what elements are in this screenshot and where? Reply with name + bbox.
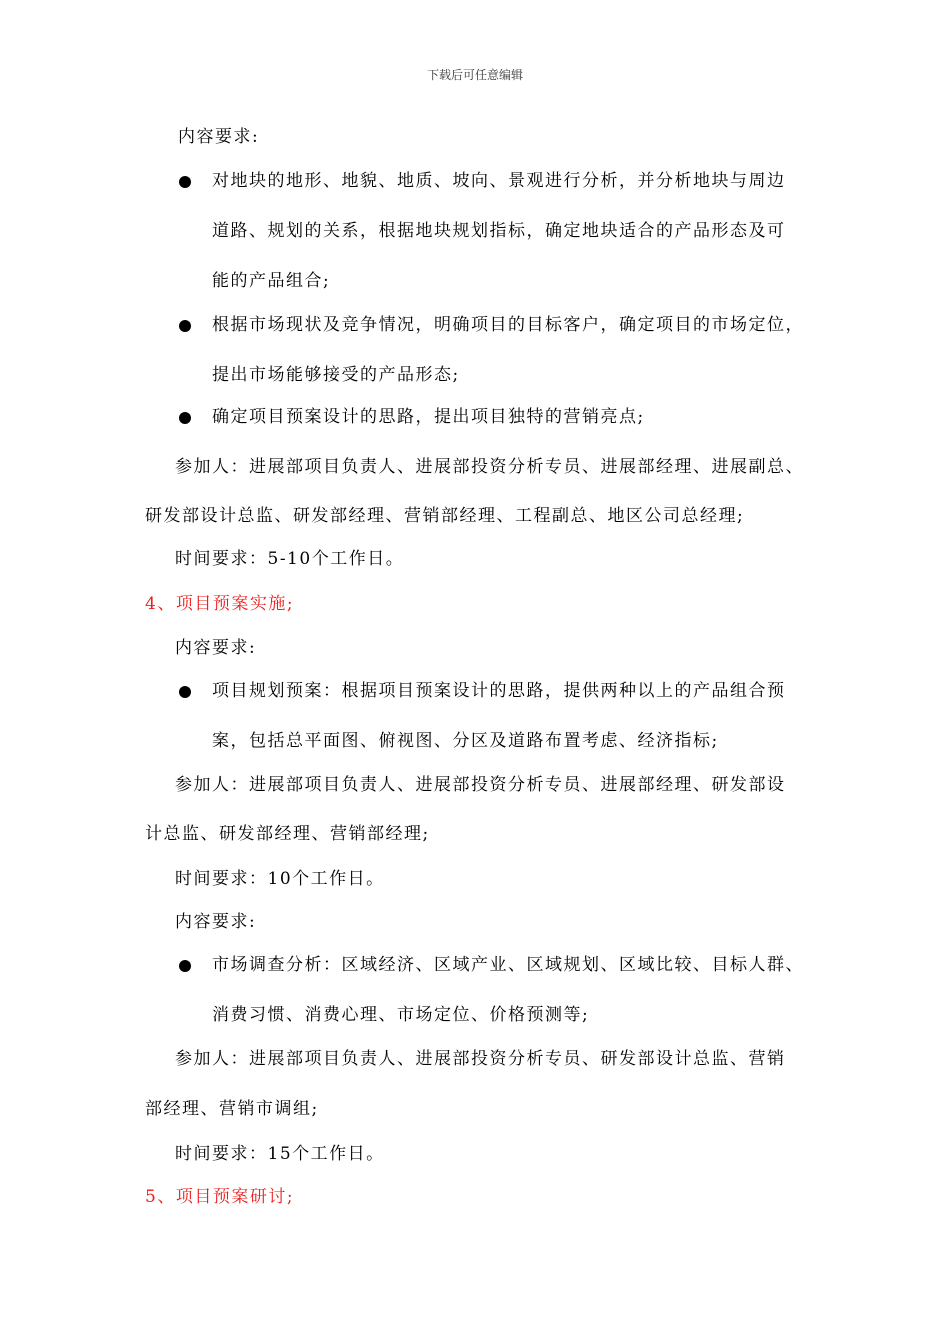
bullet-text: 项目规划预案：根据项目预案设计的思路，提供两种以上的产品组合预: [212, 681, 786, 701]
content-requirements-label: 内容要求:: [175, 912, 257, 932]
participants-text: 参加人：进展部项目负责人、进展部投资分析专员、研发部设计总监、营销: [175, 1049, 786, 1069]
bullet-text: 根据市场现状及竞争情况，明确项目的目标客户，确定项目的市场定位，: [212, 315, 804, 335]
bullet-text-cont: 提出市场能够接受的产品形态;: [212, 365, 460, 385]
content-requirements-label: 内容要求:: [178, 127, 260, 147]
section-heading: 4、项目预案实施;: [145, 594, 295, 614]
page-header: 下载后可任意编辑: [426, 68, 523, 82]
bullet-icon: [179, 686, 191, 698]
bullet-icon: [179, 412, 191, 424]
participants-text-cont: 研发部设计总监、研发部经理、营销部经理、工程副总、地区公司总经理;: [145, 506, 745, 526]
bullet-icon: [179, 176, 191, 188]
bullet-text: 市场调查分析：区域经济、区域产业、区域规划、区域比较、目标人群、: [212, 955, 804, 975]
time-requirement: 时间要求：10个工作日。: [175, 869, 385, 889]
participants-text-cont: 计总监、研发部经理、营销部经理;: [145, 824, 430, 844]
bullet-text: 对地块的地形、地貌、地质、坡向、景观进行分析，并分析地块与周边: [212, 171, 786, 191]
content-requirements-label: 内容要求:: [175, 638, 257, 658]
section-heading: 5、项目预案研讨;: [145, 1187, 295, 1207]
bullet-text: 确定项目预案设计的思路，提出项目独特的营销亮点;: [212, 407, 645, 427]
participants-text: 参加人：进展部项目负责人、进展部投资分析专员、进展部经理、研发部设: [175, 775, 786, 795]
bullet-text-cont: 消费习惯、消费心理、市场定位、价格预测等;: [212, 1005, 590, 1025]
bullet-text-cont: 案，包括总平面图、俯视图、分区及道路布置考虑、经济指标;: [212, 731, 719, 751]
bullet-text-cont: 道路、规划的关系，根据地块规划指标，确定地块适合的产品形态及可: [212, 221, 786, 241]
participants-text-cont: 部经理、营销市调组;: [145, 1099, 319, 1119]
bullet-icon: [179, 960, 191, 972]
bullet-icon: [179, 320, 191, 332]
time-requirement: 时间要求：5-10个工作日。: [175, 549, 405, 569]
time-requirement: 时间要求：15个工作日。: [175, 1144, 385, 1164]
bullet-text-cont: 能的产品组合;: [212, 271, 331, 291]
participants-text: 参加人：进展部项目负责人、进展部投资分析专员、进展部经理、进展副总、: [175, 457, 804, 477]
